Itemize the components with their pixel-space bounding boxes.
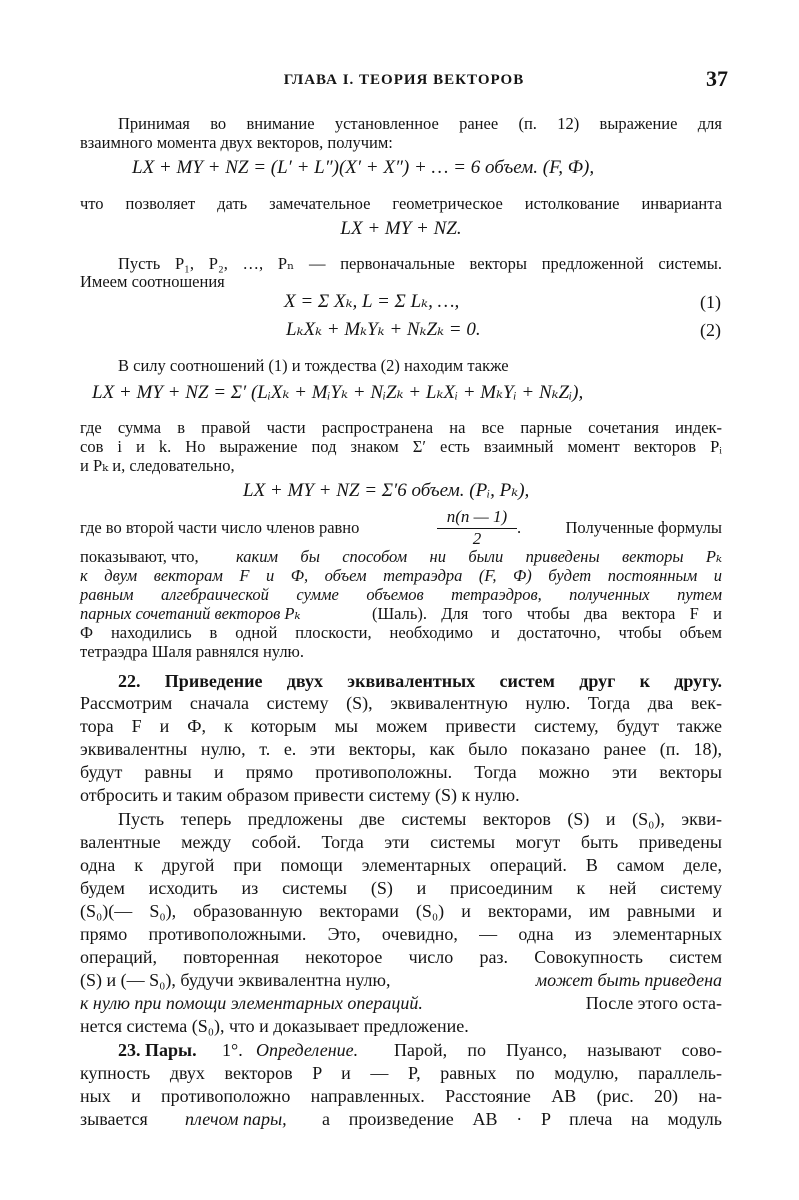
section-heading-23: 23. Пары. [118,1040,197,1060]
text-line: (Шаль). Для того чтобы два вектора F и [372,604,722,623]
text-line: зывается [80,1109,148,1129]
text-line: будут равны и прямо противоположны. Тогда можно эти векторы [80,762,722,782]
italic-statement: каким бы способом ни были приведены векторы Pₖ [236,547,722,566]
text-line: Рассмотрим сначала систему (S), эквивалентную нулю. Тогда два век- [80,693,722,713]
italic-statement: парных сочетаний векторов Pₖ [80,604,301,623]
formula: LX + MY + NZ = Σ′6 объем. (Pᵢ, Pₖ), [243,480,530,501]
term: плечом пары, [185,1109,287,1129]
text-line: будем исходить из системы (S) и присоединим к ней систему [80,878,722,898]
text-line: а произведение AB · P плеча на модуль [322,1109,722,1129]
formula-2: LₖXₖ + MₖYₖ + NₖZₖ = 0. [286,319,481,340]
text-line: тора F и Ф, к которым мы можем привести систему, будут также [80,716,722,736]
text-line: что позволяет дать замечательное геометрическое истолкование инварианта [80,194,722,213]
text-line: где во второй части число членов равно [80,518,360,537]
text-line: Принимая во внимание установленное ранее (п. 12) выражение для [118,114,722,133]
fraction-numerator: n(n — 1) [437,507,517,529]
text-line: (S) и (— S₀), будучи эквивалентна нулю, [80,970,391,990]
equation-number: (2) [700,320,721,340]
fraction-period: . [517,518,522,537]
text-line: ных и противоположно направленных. Расстояние AB (рис. 20) на- [80,1086,722,1106]
text-line: эквивалентны нулю, т. е. эти векторы, как было показано ранее (п. 18), [80,739,722,759]
text-line: Парой, по Пуансо, называют сово- [394,1040,722,1060]
equation-number: (1) [700,292,721,312]
italic-statement: равным алгебраической сумме объемов тетраэдров, полученных путем [80,585,722,604]
text-line: Пусть теперь предложены две системы векторов (S) и (S₀), экви- [118,809,722,829]
page-header [80,66,728,96]
italic-statement: может быть приведена [535,970,722,990]
subsection-title: Определение. [256,1040,359,1060]
text-line: валентные между собой. Тогда эти системы могут быть приведены [80,832,722,852]
page-number: 37 [706,66,728,91]
subsection-number: 1°. [222,1040,243,1060]
text-line: одна к другой при помощи элементарных операций. В самом деле, [80,855,722,875]
section-heading-22: 22. Приведение двух эквивалентных систем друг к другу. [118,671,722,691]
text-line: тетраэдра Шаля равнялся нулю. [80,642,304,661]
text-line: Пусть P₁, P₂, …, Pₙ — первоначальные векторы предложенной системы. [118,254,722,273]
text-line: В силу соотношений (1) и тождества (2) находим также [118,356,509,375]
italic-statement: к двум векторам F и Ф, объем тетраэдра (F, Ф) будет постоянным и [80,566,722,585]
text-line: После этого оста- [585,993,722,1013]
text-line: где сумма в правой части распространена на все парные сочетания индек- [80,418,722,437]
running-title: ГЛАВА I. ТЕОРИЯ ВЕКТОРОВ [283,72,525,88]
fraction-denominator: 2 [472,529,482,548]
text-line: показывают, что, [80,547,199,566]
text-line: (S₀)(— S₀), образованную векторами (S₀) и векторами, им равными и [80,901,722,921]
text-line: взаимного момента двух векторов, получим: [80,133,393,152]
formula: LX + MY + NZ = (L′ + L″)(X′ + X″) + … = 6 объем. (F, Ф), [132,157,595,178]
text-line: и Pₖ и, следовательно, [80,456,235,475]
text-line: отбросить и таким образом привести систему (S) к нулю. [80,785,520,805]
text-line: сов i и k. Но выражение под знаком Σ′ есть взаимный момент векторов Pᵢ [80,437,722,456]
formula: LX + MY + NZ = Σ′ (LᵢXₖ + MᵢYₖ + NᵢZₖ + LₖXᵢ + MₖYᵢ + NₖZᵢ), [92,382,584,403]
text-line: купность двух векторов P и — P, равных по модулю, параллель- [80,1063,722,1083]
text-line: операций, повторенная некоторое число раз. Совокупность систем [80,947,722,967]
text-line: Имеем соотношения [80,272,225,291]
formula: LX + MY + NZ. [340,218,462,239]
text-line: нется система (S₀), что и доказывает предложение. [80,1016,469,1036]
text-line: прямо противоположными. Это, очевидно, — одна из элементарных [80,924,722,944]
text-line: Ф находились в одной плоскости, необходимо и достаточно, чтобы объем [80,623,722,642]
italic-statement: к нулю при помощи элементарных операций. [80,993,423,1013]
formula-1: X = Σ Xₖ, L = Σ Lₖ, …, [284,291,460,312]
text-line: Полученные формулы [565,518,722,537]
fraction [437,507,517,549]
